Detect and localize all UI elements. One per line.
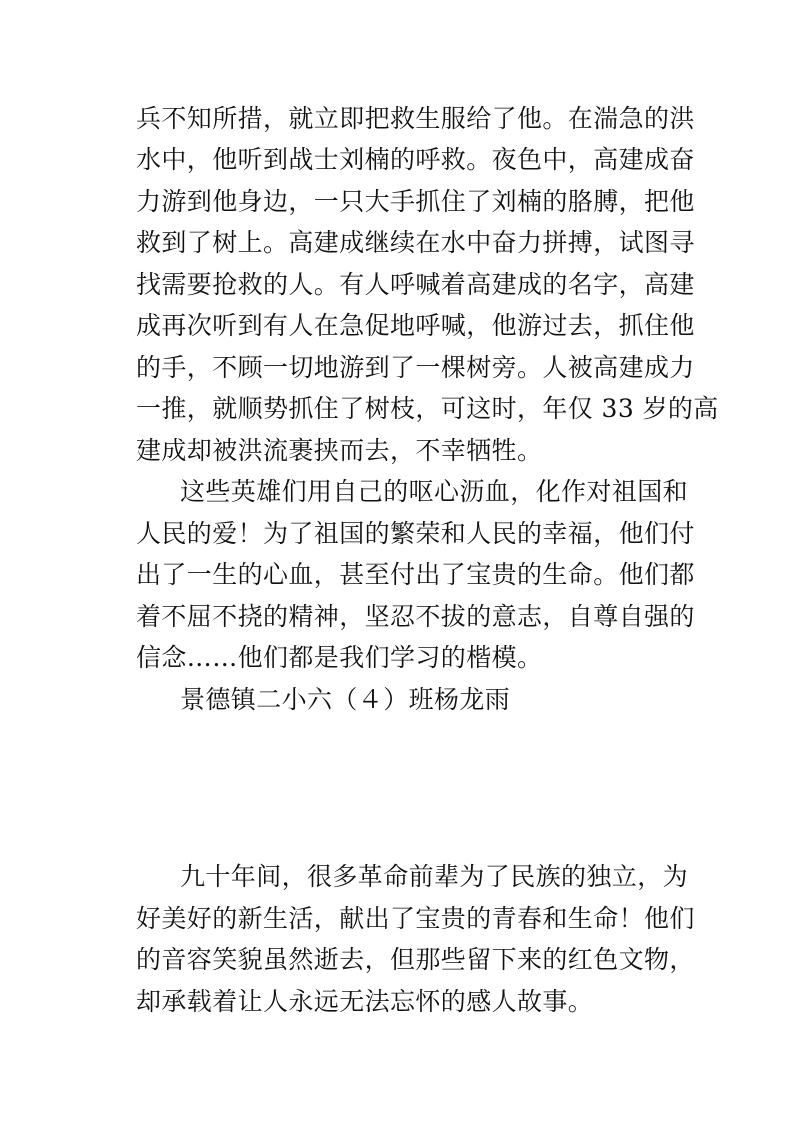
text-line: 人民的爱！为了祖国的繁荣和人民的幸福，他们付 <box>136 519 695 548</box>
text-line: 好美好的新生活，献出了宝贵的青春和生命！他们 <box>136 904 695 933</box>
text-line: 出了一生的心血，甚至付出了宝贵的生命。他们都 <box>136 560 695 589</box>
text-line: 九十年间，很多革命前辈为了民族的独立，为 <box>180 862 689 891</box>
text-line: 的音容笑貌虽然逝去，但那些留下来的红色文物， <box>136 945 695 974</box>
text-line: 的手，不顾一切地游到了一棵树旁。人被高建成力 <box>136 353 695 382</box>
text-line: 找需要抢救的人。有人呼喊着高建成的名字，高建 <box>136 270 695 299</box>
text-line: 成再次听到有人在急促地呼喊，他游过去，抓住他 <box>136 311 695 340</box>
text-line: 救到了树上。高建成继续在水中奋力拼搏，试图寻 <box>136 228 695 257</box>
text-line: 水中，他听到战士刘楠的呼救。夜色中，高建成奋 <box>136 145 695 174</box>
text-line: 信念……他们都是我们学习的楷模。 <box>136 643 543 672</box>
text-line: 这些英雄们用自己的呕心沥血，化作对祖国和 <box>180 477 689 506</box>
text-line: 兵不知所措，就立即把救生服给了他。在湍急的洪 <box>136 104 695 133</box>
author-signature: 景德镇二小六（４）班杨龙雨 <box>180 685 511 714</box>
text-line: 一推，就顺势抓住了树枝，可这时，年仅 33 岁的高 <box>136 394 719 423</box>
text-line: 建成却被洪流裹挟而去，不幸牺牲。 <box>136 436 543 465</box>
text-line: 却承载着让人永远无法忘怀的感人故事。 <box>136 987 594 1016</box>
text-line: 着不屈不挠的精神，坚忍不拔的意志，自尊自强的 <box>136 602 695 631</box>
text-line: 力游到他身边，一只大手抓住了刘楠的胳膊，把他 <box>136 187 695 216</box>
